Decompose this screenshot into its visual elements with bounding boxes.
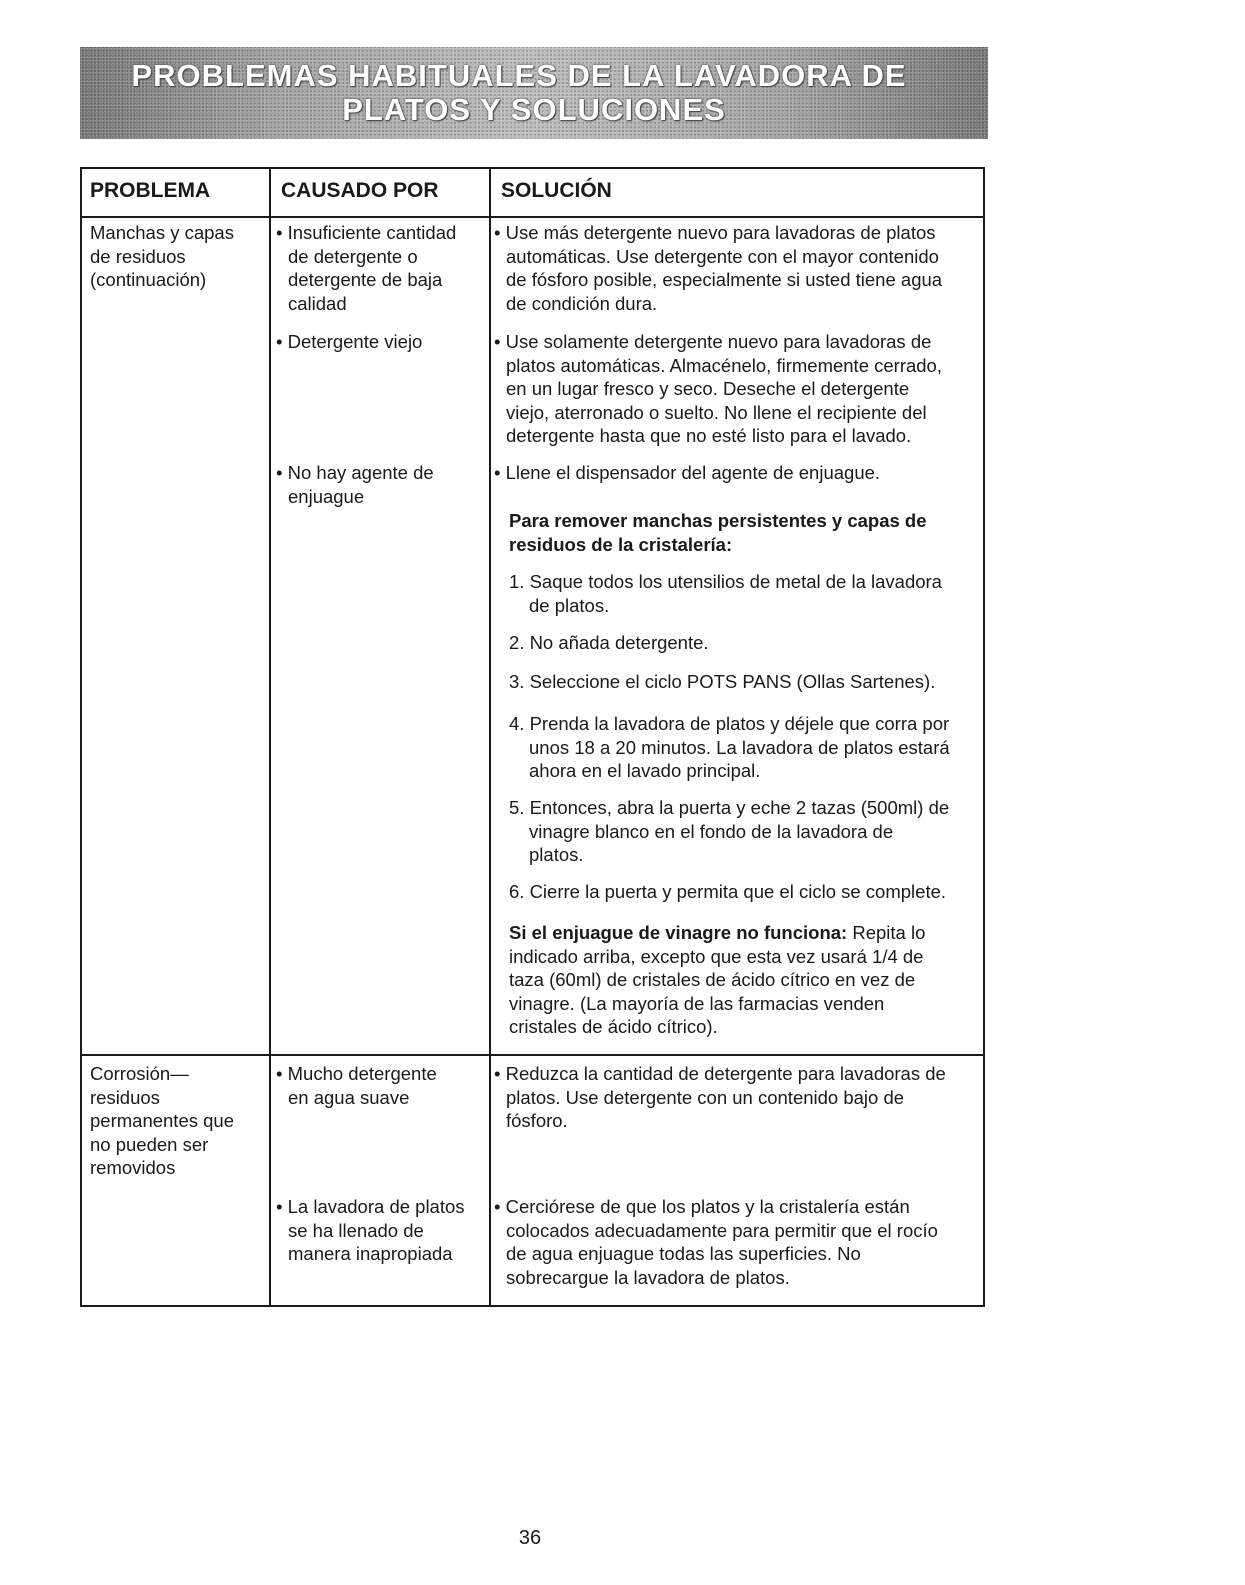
step-line: vinagre blanco en el fondo de la lavadora de — [529, 820, 894, 842]
remove-stains-heading — [509, 509, 927, 556]
solution-reduce-detergent — [494, 1062, 946, 1133]
step-line: 2. No añada detergente. — [509, 632, 709, 653]
troubleshooting-table — [80, 167, 985, 1307]
solution-line: viejo, aterronado o suelto. No llene el recipiente del — [506, 401, 927, 423]
solution-line: de agua enjuague todas las superficies. No — [506, 1243, 861, 1264]
problem-line: residuos — [90, 1086, 160, 1108]
step-line: unos 18 a 20 minutos. La lavadora de platos estará — [529, 736, 950, 758]
column-divider — [489, 169, 491, 1305]
vinegar-note-line: taza (60ml) de cristales de ácido cítrico en vez de — [509, 969, 916, 990]
vinegar-note-line: indicado arriba, excepto que esta vez usará 1/4 de — [509, 945, 924, 967]
cause-no-rinse-agent — [276, 461, 434, 508]
step-line: ahora en el lavado principal. — [529, 760, 761, 781]
step-line: 1. Saque todos los utensilios de metal de la lavadora — [509, 571, 942, 592]
title-banner — [80, 47, 988, 139]
vinegar-note-text: Repita lo — [847, 922, 926, 943]
cause-insufficient-detergent — [276, 221, 456, 315]
problem-line: Corrosión— — [90, 1063, 189, 1084]
vinegar-note-first-line — [509, 921, 925, 945]
step-5 — [509, 796, 949, 867]
step-line: 3. Seleccione el ciclo POTS PANS (Ollas Sartenes). — [509, 671, 936, 692]
step-line: 6. Cierre la puerta y permita que el ciclo se complete. — [509, 881, 947, 902]
problem-line: permanentes que — [90, 1110, 234, 1131]
solution-line: sobrecargue la lavadora de platos. — [506, 1266, 790, 1288]
title-line-2: PLATOS Y SOLUCIONES — [342, 92, 726, 127]
step-line: 4. Prenda la lavadora de platos y déjele que corra por — [509, 713, 950, 734]
row-divider — [82, 1054, 983, 1056]
step-4 — [509, 712, 950, 783]
page-number: 36 — [518, 1527, 542, 1549]
solution-line: • Use más detergente nuevo para lavadoras de platos — [494, 222, 936, 243]
cause-line: • Insuficiente cantidad — [276, 222, 457, 243]
column-divider — [269, 169, 271, 1305]
solution-line: platos automáticas. Almacénelo, firmemente cerrado, — [506, 354, 942, 376]
header-problema: PROBLEMA — [90, 179, 211, 202]
cause-line: en agua suave — [288, 1086, 410, 1108]
cause-too-much-detergent — [276, 1062, 437, 1109]
vinegar-note-label: Si el enjuague de vinagre no funciona: — [509, 922, 848, 943]
solution-line: • Cerciórese de que los platos y la cristalería están — [494, 1196, 910, 1217]
cause-line: manera inapropiada — [288, 1243, 453, 1264]
cause-line: se ha llenado de — [288, 1219, 424, 1241]
solution-line: • Llene el dispensador del agente de enjuague. — [494, 462, 881, 483]
solution-fill-rinse-agent — [494, 461, 880, 485]
step-6 — [509, 880, 946, 904]
solution-line: • Use solamente detergente nuevo para lavadoras de — [494, 331, 932, 352]
cause-line: • Mucho detergente — [276, 1063, 437, 1084]
heading-line: Para remover manchas persistentes y capas de — [509, 510, 927, 531]
cause-line: enjuague — [288, 485, 365, 507]
vinegar-note — [509, 921, 925, 1039]
cause-line: • La lavadora de platos — [276, 1196, 465, 1217]
heading-line: residuos de la cristalería: — [509, 533, 733, 555]
step-line: 5. Entonces, abra la puerta y eche 2 tazas (500ml) de — [509, 797, 950, 818]
solution-line: de fósforo posible, especialmente si usted tiene agua — [506, 269, 943, 290]
vinegar-note-line: vinagre. (La mayoría de las farmacias venden — [509, 992, 885, 1014]
cause-line: calidad — [288, 292, 347, 314]
solution-line: automáticas. Use detergente con el mayor contenido — [506, 245, 939, 267]
cause-line: • No hay agente de — [276, 462, 434, 483]
cause-improper-loading — [276, 1195, 465, 1266]
cause-old-detergent — [276, 330, 422, 354]
solution-line: platos. Use detergente con un contenido bajo de — [506, 1086, 905, 1108]
problem-line: (continuación) — [90, 269, 207, 290]
cause-line: de detergente o — [288, 245, 418, 267]
solution-line: detergente hasta que no esté listo para el lavado. — [506, 425, 912, 446]
step-3 — [509, 670, 935, 694]
solution-new-detergent — [494, 330, 942, 448]
problem-stains — [90, 221, 234, 292]
solution-line: • Reduzca la cantidad de detergente para lavadoras de — [494, 1063, 946, 1084]
problem-corrosion — [90, 1062, 234, 1180]
solution-line: en un lugar fresco y seco. Deseche el detergente — [506, 378, 910, 399]
solution-more-detergent — [494, 221, 942, 315]
header-solucion: SOLUCIÓN — [501, 179, 612, 202]
problem-line: removidos — [90, 1157, 176, 1178]
solution-line: colocados adecuadamente para permitir que el rocío — [506, 1219, 938, 1241]
header-divider — [82, 216, 983, 218]
step-1 — [509, 570, 942, 617]
cause-line: detergente de baja — [288, 269, 443, 290]
solution-line: de condición dura. — [506, 292, 658, 314]
solution-line: fósforo. — [506, 1110, 568, 1131]
problem-line: Manchas y capas — [90, 222, 234, 243]
step-line: platos. — [529, 844, 584, 865]
title-line-1: PROBLEMAS HABITUALES DE LA LAVADORA DE — [131, 58, 907, 93]
problem-line: de residuos — [90, 245, 186, 267]
cause-line: • Detergente viejo — [276, 331, 423, 352]
solution-load-properly — [494, 1195, 938, 1289]
problem-line: no pueden ser — [90, 1133, 209, 1155]
vinegar-note-line: cristales de ácido cítrico). — [509, 1016, 718, 1037]
header-causado-por: CAUSADO POR — [281, 179, 439, 202]
step-line: de platos. — [529, 594, 610, 616]
step-2 — [509, 631, 709, 655]
